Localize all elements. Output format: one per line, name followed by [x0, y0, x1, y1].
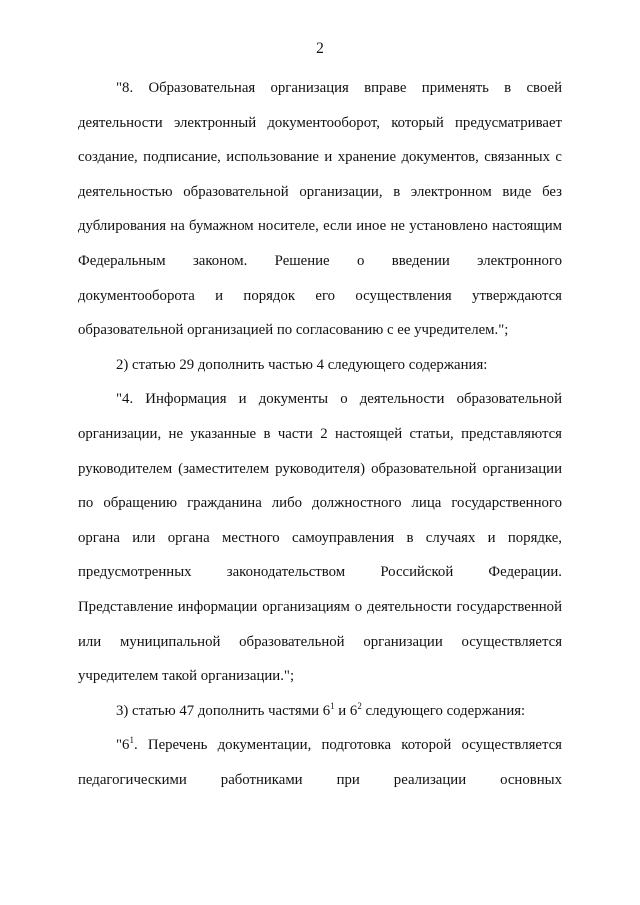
paragraph-item-4: "4. Информация и документы о деятельности образовательной организации, не указанные в части 2 настоящей статьи, представляются руководителем (заместителем руководителя) образовательной организации по обращению гражданина либо должностного лица государственного органа или органа местного самоуправления в случаях и порядке, предусмотренных законодательством Российской Федерации. Представление информации организациям о деятельности государственной или муниципальной образовательной организации осуществляется учредителем такой организации."; [78, 391, 562, 685]
article-47-text-start: 3) статью 47 дополнить частями 6 [116, 702, 331, 719]
paragraph-article-47-amendment [78, 694, 562, 729]
item-6-1-text-end: . Перечень документации, подготовка которой осуществляется педагогическими работниками при реализации основных [78, 737, 562, 788]
paragraph-item-8: "8. Образовательная организация вправе применять в своей деятельности электронный документооборот, который предусматривает создание, подписание, использование и хранение документов, связанных с деятельностью образовательной организации, в электронном виде без дублирования на бумажном носителе, если иное не установлено настоящим Федеральным законом. Решение о введении электронного документооборота и порядок его осуществления утверждаются образовательной организацией по согласованию с ее учредителем."; [78, 80, 562, 339]
superscript-2: 2 [357, 700, 362, 711]
article-47-text-middle: и 6 [334, 702, 358, 719]
page-number: 2 [316, 40, 324, 57]
paragraph-article-29-amendment: 2) статью 29 дополнить частью 4 следующего содержания: [116, 356, 488, 373]
document-body [78, 71, 562, 797]
article-47-text-end: следующего содержания: [361, 702, 526, 719]
superscript-1: 1 [129, 735, 134, 746]
superscript-1: 1 [330, 700, 335, 711]
paragraph-item-6-1 [78, 728, 562, 797]
item-6-1-text-start: "6 [116, 737, 130, 754]
